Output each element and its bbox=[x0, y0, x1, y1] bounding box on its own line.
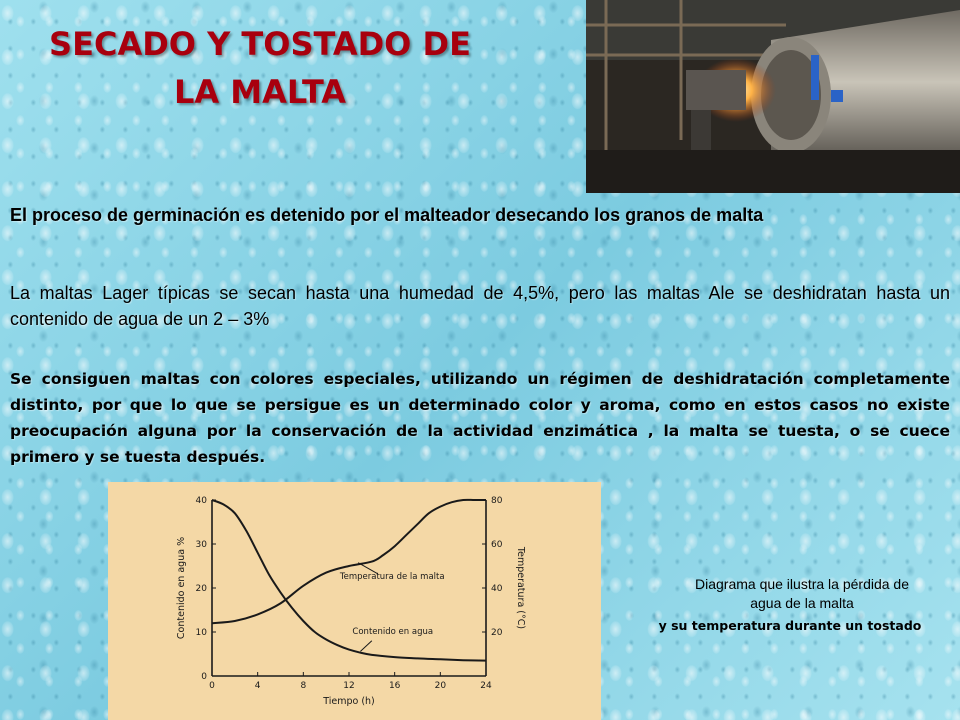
paragraph-1-text: El proceso de germinación es detenido por el malteador desecando los granos de malta bbox=[10, 205, 764, 225]
paragraph-3-text: Se consiguen maltas con colores especiales, utilizando un régimen de deshidratación completamente distinto, por que lo que se persigue es un determinado color y aroma, como en estos casos no existe preocupación alguna por la conservación de la actividad enzimática , la malta se tuesta, o se cuece primero y se tuesta después. bbox=[10, 370, 950, 466]
y-left-tick-label: 30 bbox=[195, 540, 207, 550]
y-left-tick-label: 10 bbox=[195, 628, 207, 638]
y-right-tick-label: 80 bbox=[491, 496, 503, 506]
kiln-burner-photo bbox=[586, 0, 960, 193]
y-left-tick-label: 20 bbox=[195, 584, 207, 594]
paragraph-germination bbox=[10, 203, 950, 228]
kiln-burner-illustration bbox=[586, 0, 960, 193]
x-tick-label: 16 bbox=[388, 681, 401, 691]
y-left-tick-label: 0 bbox=[201, 672, 207, 682]
series-line-malt-temperature bbox=[212, 500, 486, 623]
paragraph-special-colors bbox=[10, 366, 950, 470]
chart-caption-subtitle bbox=[630, 617, 950, 635]
x-axis-title: Tiempo (h) bbox=[323, 696, 375, 707]
x-tick-label: 0 bbox=[209, 681, 215, 691]
annotation-water-content-pointer bbox=[360, 641, 371, 652]
annotation-temperature: Temperatura de la malta bbox=[339, 572, 445, 583]
y-axis-left-title: Contenido en agua % bbox=[176, 536, 187, 640]
caption-line-1: Diagrama que ilustra la pérdida de bbox=[694, 576, 909, 592]
paragraph-2-text: La maltas Lager típicas se secan hasta una humedad de 4,5%, pero las maltas Ale se deshidratan hasta un contenido de agua de un 2 – 3% bbox=[10, 283, 950, 329]
slide-title bbox=[40, 20, 480, 116]
y-right-tick-label: 60 bbox=[491, 540, 503, 550]
y-axis-right-title: Temperatura (°C) bbox=[515, 546, 526, 630]
y-right-tick-label: 20 bbox=[491, 628, 503, 638]
caption-line-3: y su temperatura durante un tostado bbox=[658, 618, 922, 633]
y-right-tick-label: 40 bbox=[491, 584, 503, 594]
paragraph-lager-ale bbox=[10, 280, 950, 332]
x-tick-label: 20 bbox=[434, 681, 447, 691]
chart-caption bbox=[652, 575, 952, 613]
x-tick-label: 12 bbox=[343, 681, 355, 691]
drying-chart bbox=[108, 482, 601, 720]
chart-svg bbox=[108, 482, 601, 720]
y-left-tick-label: 40 bbox=[195, 496, 207, 506]
chart-ticks bbox=[196, 496, 503, 691]
x-tick-label: 24 bbox=[480, 681, 492, 691]
x-tick-label: 4 bbox=[254, 681, 261, 691]
x-tick-label: 8 bbox=[300, 681, 307, 691]
title-line-2: LA MALTA bbox=[173, 73, 347, 111]
annotation-water-content: Contenido en agua bbox=[352, 627, 434, 638]
caption-line-2: agua de la malta bbox=[750, 595, 854, 611]
title-line-1: SECADO Y TOSTADO DE bbox=[49, 25, 471, 63]
